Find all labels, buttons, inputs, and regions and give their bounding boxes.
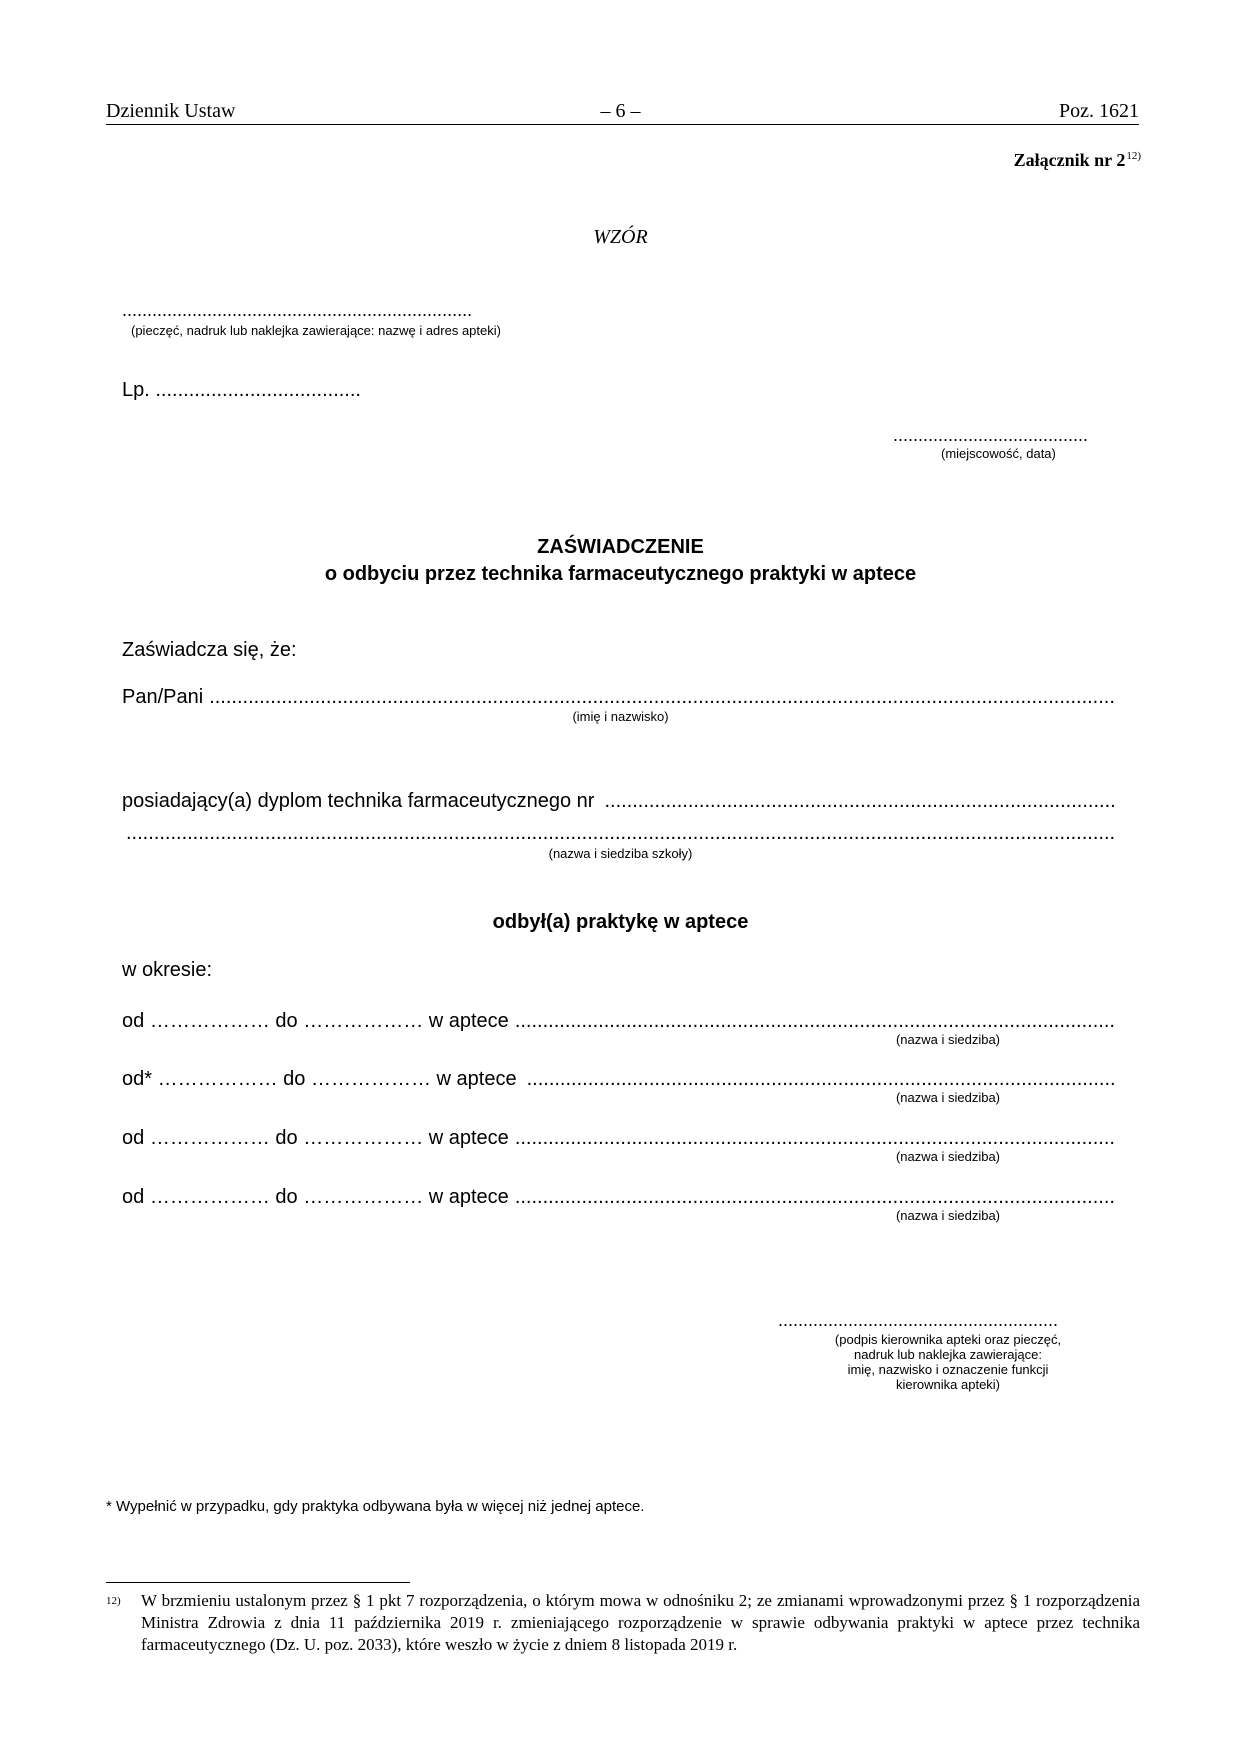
signature-caption-line: kierownika apteki) bbox=[895, 1377, 1001, 1392]
journal-name: Dziennik Ustaw bbox=[106, 100, 236, 122]
pharmacy-dots bbox=[527, 1068, 1115, 1091]
footnote-rule bbox=[106, 1582, 410, 1583]
signature-caption-line: imię, nazwisko i oznaczenie funkcji bbox=[847, 1362, 1049, 1377]
footnote-number: 12) bbox=[106, 1595, 121, 1607]
to-label: do bbox=[275, 1186, 298, 1208]
to-label: do bbox=[275, 1127, 298, 1149]
from-date-dots: ……………… bbox=[149, 1186, 270, 1208]
page-number: – 6 – bbox=[600, 100, 641, 122]
footnote-ref: 12) bbox=[1126, 150, 1141, 162]
from-label: od* bbox=[122, 1068, 153, 1090]
pharmacy-dots bbox=[515, 1127, 1115, 1150]
school-field[interactable] bbox=[122, 822, 1115, 848]
diploma-label: posiadający(a) dyplom technika farmaceutycznego nr bbox=[122, 790, 595, 812]
certify-text: Zaświadcza się, że: bbox=[122, 639, 297, 661]
person-label: Pan/Pani bbox=[122, 686, 204, 708]
period-label: w okresie: bbox=[122, 959, 213, 981]
diploma-field[interactable] bbox=[122, 790, 1115, 816]
school-dots bbox=[126, 822, 1115, 845]
place-date-caption: (miejscowość, data) bbox=[941, 446, 1056, 461]
footnote-text: W brzmieniu ustalonym przez § 1 pkt 7 rozporządzenia, o którym mowa w odnośniku 2; ze zmianami wprowadzonymi przez § 1 rozporządzenia Ministra Zdrowia z dnia 11 października 2019 r. zmieniającego rozporządzenie w sprawie odbywania praktyki w aptece przez technika farmaceutycznego (Dz. U. poz. 2033), które weszło w życie z dniem 8 listopada 2019 r. bbox=[141, 1591, 1140, 1654]
from-date-dots: ……………… bbox=[149, 1127, 270, 1149]
pharmacy-dots bbox=[515, 1010, 1115, 1033]
to-date-dots: ……………… bbox=[303, 1186, 424, 1208]
note-text: * Wypełnić w przypadku, gdy praktyka odbywana była w więcej niż jednej aptece. bbox=[106, 1498, 645, 1515]
pharmacy-caption: (nazwa i siedziba) bbox=[895, 1032, 1001, 1047]
footnote bbox=[106, 1590, 1140, 1656]
document-title: ZAŚWIADCZENIE bbox=[537, 536, 704, 558]
pharmacy-dots bbox=[515, 1186, 1115, 1209]
lp-label: Lp. bbox=[122, 379, 150, 401]
stamp-caption: (pieczęć, nadruk lub naklejka zawierające: nazwę i adres apteki) bbox=[131, 323, 501, 338]
header-rule bbox=[106, 124, 1139, 125]
from-label: od bbox=[122, 1186, 145, 1208]
to-date-dots: ……………… bbox=[303, 1127, 424, 1149]
lp-field[interactable] bbox=[122, 378, 361, 402]
to-label: do bbox=[275, 1010, 298, 1032]
from-label: od bbox=[122, 1010, 145, 1032]
pharmacy-label: w aptece bbox=[428, 1186, 509, 1208]
completed-heading: odbył(a) praktykę w aptece bbox=[492, 911, 749, 933]
pharmacy-label: w aptece bbox=[428, 1127, 509, 1149]
document-subtitle: o odbyciu przez technika farmaceutycznego praktyki w aptece bbox=[324, 563, 917, 585]
pharmacy-label: w aptece bbox=[428, 1010, 509, 1032]
from-date-dots: ……………… bbox=[149, 1010, 270, 1032]
lp-dots: ..................................... bbox=[155, 379, 361, 401]
position-number: Poz. 1621 bbox=[1059, 100, 1139, 122]
stamp-field[interactable]: ...................................................................... bbox=[122, 300, 473, 320]
diploma-dots bbox=[604, 790, 1115, 813]
signature-caption-line: nadruk lub naklejka zawierające: bbox=[854, 1347, 1042, 1362]
pharmacy-label: w aptece bbox=[436, 1068, 517, 1090]
signature-caption bbox=[778, 1332, 1118, 1392]
from-label: od bbox=[122, 1127, 145, 1149]
place-date-field[interactable]: ....................................... bbox=[893, 425, 1089, 445]
to-label: do bbox=[283, 1068, 306, 1090]
person-dots bbox=[209, 686, 1115, 709]
signature-field[interactable]: ........................................................ bbox=[778, 1310, 1059, 1330]
signature-caption-line: (podpis kierownika apteki oraz pieczęć, bbox=[834, 1332, 1062, 1347]
from-date-dots: ……………… bbox=[157, 1068, 278, 1090]
pharmacy-caption: (nazwa i siedziba) bbox=[895, 1090, 1001, 1105]
template-label: WZÓR bbox=[593, 226, 648, 248]
to-date-dots: ……………… bbox=[310, 1068, 431, 1090]
pharmacy-caption: (nazwa i siedziba) bbox=[895, 1208, 1001, 1223]
school-caption: (nazwa i siedziba szkoły) bbox=[548, 846, 693, 861]
to-date-dots: ……………… bbox=[303, 1010, 424, 1032]
attachment-label: Załącznik nr 2$^{12)}$ bbox=[1013, 150, 1141, 170]
person-caption: (imię i nazwisko) bbox=[572, 709, 669, 724]
pharmacy-caption: (nazwa i siedziba) bbox=[895, 1149, 1001, 1164]
